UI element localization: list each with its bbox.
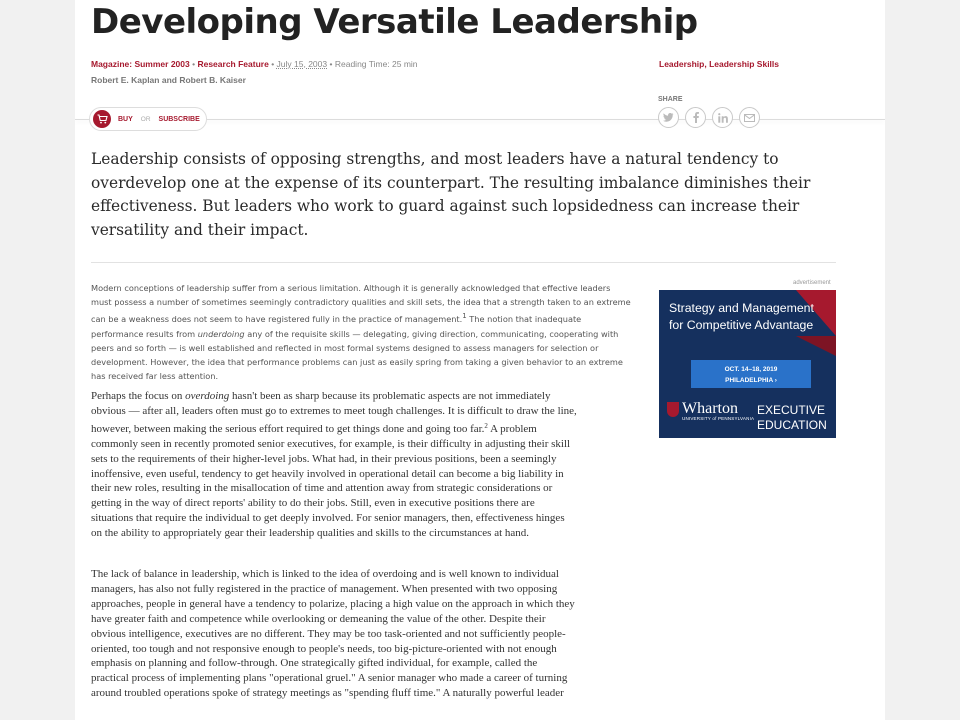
topic-link-leadership[interactable]: Leadership <box>659 59 705 69</box>
publish-date: July 15, 2003 <box>276 59 328 69</box>
body-paragraph-1: Perhaps the focus on overdoing hasn't been as sharp because its problematic aspects are not immediately obvious — after all, leaders often must go to extremes to meet tough challenges. It is difficult to draw the line, however, between making the serious effort required to get things done and going too far.$^2$ A problem commonly seen in recently promoted senior executives, for example, is their difficulty in adjusting their skill sets to the requirements of their higher-level jobs. What had, in their previous positions, been a seemingly inoffensive, even useful, tendency to get heavily involved in operational detail can become a big liability in their new roles, resulting in the misallocation of time and attention away from strategic considerations or getting in the way of direct reports' ability to do their jobs. Still, even in executive positions there are situations that require the individual to get deeply involved. For senior managers, then, effectiveness hinges on the ability to appropriately gear their leadership qualities and skills to the circumstances at hand. <box>91 390 577 540</box>
share-buttons <box>658 107 760 128</box>
footnote-ref-2[interactable]: 2 <box>484 421 488 430</box>
share-label: SHARE <box>658 96 683 103</box>
email-icon[interactable] <box>739 107 760 128</box>
shield-icon <box>667 402 679 417</box>
subscribe-button[interactable]: SUBSCRIBE <box>158 115 200 123</box>
buy-subscribe-pill <box>89 107 207 131</box>
article-title: Developing Versatile Leadership <box>91 2 698 42</box>
reading-time: Reading Time: 25 min <box>334 59 418 69</box>
article-page <box>75 0 885 720</box>
ad-cta-button[interactable] <box>691 360 811 388</box>
ad-cta-location: PHILADELPHIA › <box>725 377 777 384</box>
ad-corner-graphic-shadow <box>796 336 836 356</box>
ad-headline: Strategy and Management for Competitive Advantage <box>669 301 814 332</box>
magazine-issue-link[interactable]: Magazine: Summer 2003 <box>91 59 190 69</box>
ad-brand-sub: UNIVERSITY of PENNSYLVANIA <box>682 416 755 421</box>
footnote-ref-1[interactable]: 1 <box>462 312 467 321</box>
wharton-ad-banner[interactable] <box>659 290 836 438</box>
article-dek: Leadership consists of opposing strengths, and most leaders have a natural tendency to overdevelop one at the expense of its counterpart. The resulting imbalance diminishes their effectiveness. But leaders who work to guard against such lopsidedness can increase their versatility and their impact. <box>91 150 811 239</box>
ad-cta-date: OCT. 14–18, 2019 <box>724 366 778 373</box>
cart-icon[interactable] <box>93 110 111 128</box>
facebook-icon[interactable] <box>685 107 706 128</box>
twitter-icon[interactable] <box>658 107 679 128</box>
topic-link-leadership-skills[interactable]: Leadership Skills <box>709 59 780 69</box>
ad-brand-name: Wharton <box>682 400 738 417</box>
executive-education-text: EXECUTIVE EDUCATION <box>757 403 827 432</box>
or-separator: OR <box>140 115 151 123</box>
wharton-logo <box>667 401 754 422</box>
article-meta: Magazine: Summer 2003 • Research Feature • July 15, 2003 • Reading Time: 25 min <box>91 59 418 69</box>
body-paragraph-2: The lack of balance in leadership, which is linked to the idea of overdoing and is well known to individual managers, has also not fully registered in the practice of management. When presented with two opposing approaches, people in general have a tendency to polarize, placing a high value on the approach in which they have greater faith and competence while overlooking or demeaning the value of the other. Despite their obvious intelligence, executives are no different. They may be too task-oriented and not sufficiently people-oriented, too tough and not responsive enough to people's needs, too big-picture-oriented with not enough emphasis on planning and follow-through. One strategically gifted individual, for example, called the practical process of implementing plans "operational gruel." A senior manager who made a career of turning around troubled operations spoke of strategy meetings as "spending fluff time." A naturally powerful leader <box>91 568 575 700</box>
content-divider <box>91 262 836 263</box>
topic-links: Leadership, Leadership Skills <box>659 59 780 69</box>
article-type-link[interactable]: Research Feature <box>197 59 269 69</box>
lead-paragraph: Modern conceptions of leadership suffer from a serious limitation. Although it is generally acknowledged that effective leaders must possess a number of sometimes seemingly contradictory qualities and skill sets, the idea that a strength taken to an extreme can be a weakness does not seem to have registered fully in the practice of management.$^1$ The notion that inadequate performance results from underdoing any of the requisite skills — delegating, giving direction, communicating, cooperating with peers and so forth — is well established and reflected in most formal systems designed to assess managers for selection or development. However, the idea that performance problems can just as easily spring from taking a given behavior to an extreme has received far less attention. <box>91 283 631 382</box>
linkedin-icon[interactable] <box>712 107 733 128</box>
buy-button[interactable]: BUY <box>118 115 133 123</box>
article-authors: Robert E. Kaplan and Robert B. Kaiser <box>91 75 246 85</box>
advertisement-label: advertisement <box>793 280 831 286</box>
